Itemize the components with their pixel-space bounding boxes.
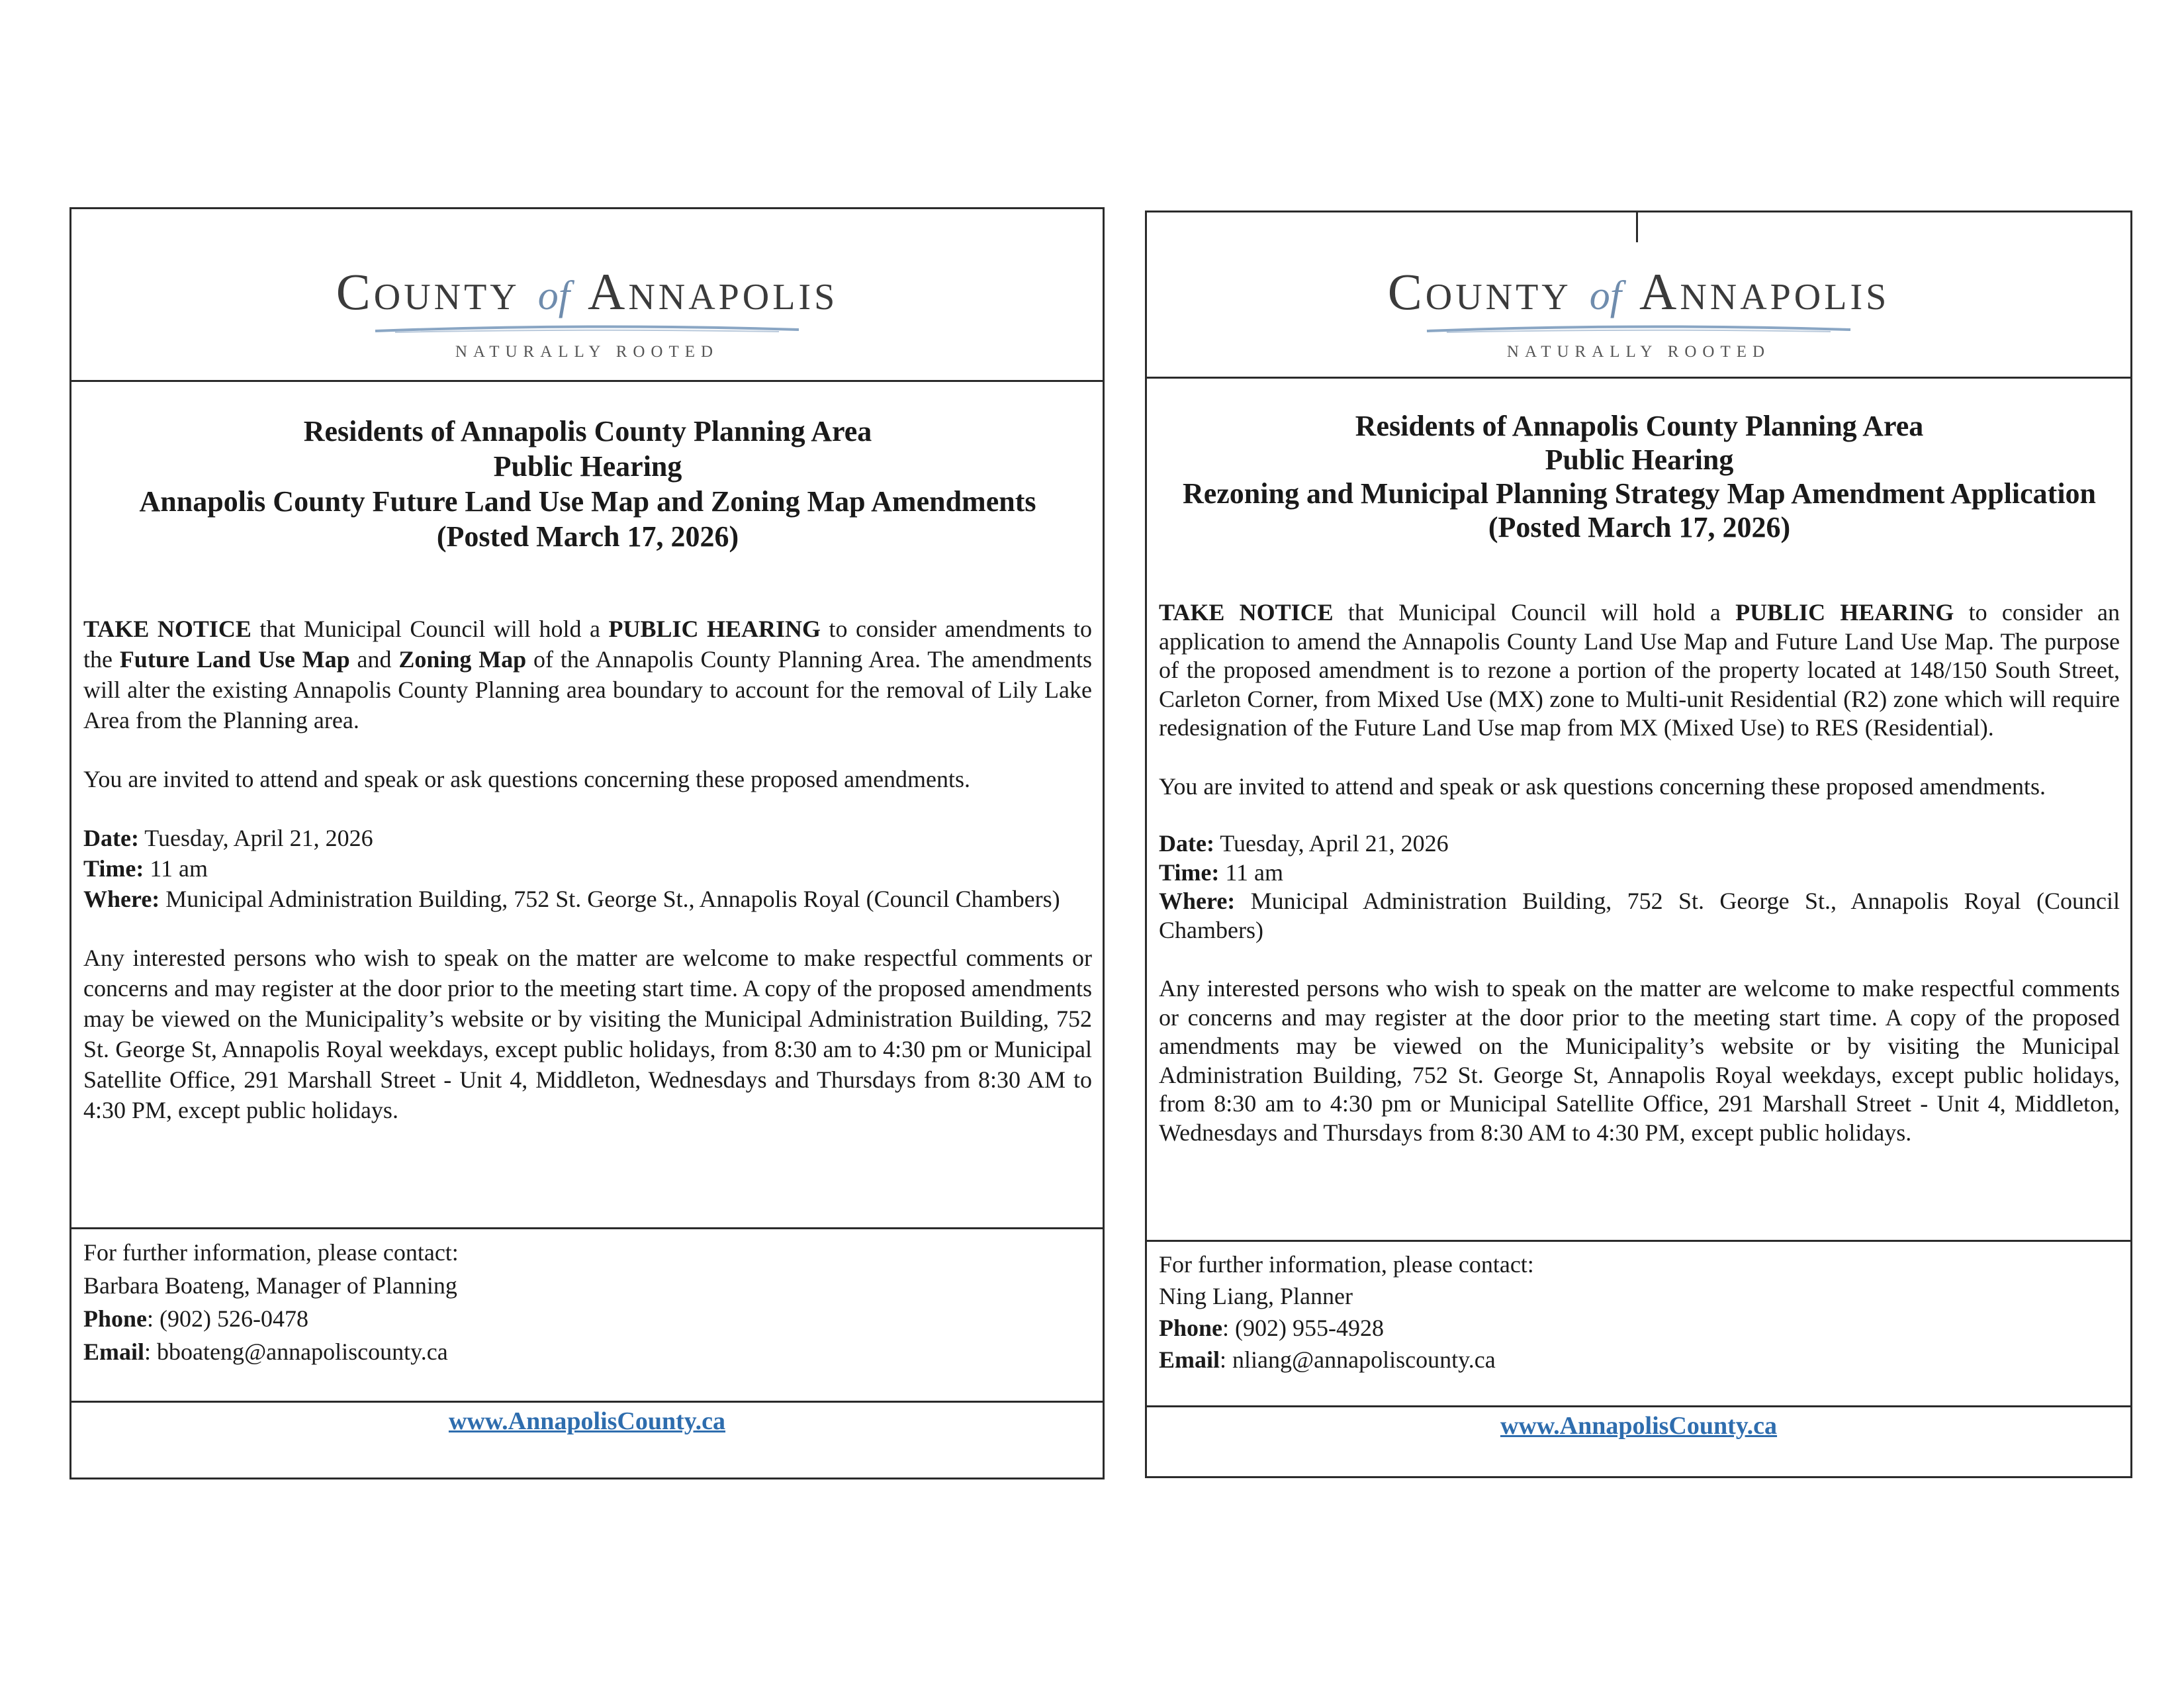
website-link[interactable]: www.AnnapolisCounty.ca bbox=[1500, 1412, 1778, 1440]
footer bbox=[1147, 1405, 2130, 1476]
top-tick-mark bbox=[1636, 211, 1638, 242]
notice-right bbox=[1145, 211, 2132, 1478]
take-notice-paragraph: TAKE NOTICE that Municipal Council will hold a PUBLIC HEARING to consider amendments to the Future Land Use Map and Zoning Map of the Annapolis County Planning Area. The amendments will alter the existing Annapolis County Planning area boundary to account for the removal of Lily Lake Area from the Planning area. bbox=[83, 616, 1093, 733]
contact-section bbox=[1147, 1240, 2130, 1405]
meeting-details bbox=[83, 823, 1092, 914]
time-line: Time: 11 am bbox=[1159, 859, 1283, 886]
contact-intro: For further information, please contact: bbox=[83, 1239, 459, 1266]
county-logo bbox=[336, 228, 839, 361]
notice-body bbox=[71, 380, 1103, 1227]
footer bbox=[71, 1401, 1103, 1477]
contact-name: Barbara Boateng, Manager of Planning bbox=[83, 1272, 457, 1299]
take-notice-paragraph: TAKE NOTICE that Municipal Council will hold a PUBLIC HEARING to consider an application to amend the Annapolis County Land Use Map and Future Land Use Map. The purpose of the proposed amendment is to rezone a portion of the property located at 148/150 South Street, Carleton Corner, from Mixed Use (MX) zone to Multi-unit Residential (R2) zone which will require redesignation of the Future Land Use map from MX (Mixed Use) to RES (Residential). bbox=[1159, 599, 2120, 741]
interested-paragraph: Any interested persons who wish to speak on the matter are welcome to make respectful comments or concerns and may register at the door prior to the meeting start time. A copy of the proposed amendments may be viewed on the Municipality’s website or by visiting the Municipal Administration Building, 752 St. George St, Annapolis Royal weekdays, except public holidays, from 8:30 am to 4:30 pm or Municipal Satellite Office, 291 Marshall Street - Unit 4, Middleton, Wednesdays and Thursdays from 8:30 AM to 4:30 PM, except public holidays. bbox=[83, 945, 1092, 1123]
logo-swash-icon bbox=[369, 322, 805, 336]
contact-intro: For further information, please contact: bbox=[1159, 1251, 1534, 1278]
where-line: Where: Municipal Administration Building, 752 St. George St., Annapolis Royal (Council Chambers) bbox=[83, 886, 1060, 912]
contact-email: Email: bboateng@annapoliscounty.ca bbox=[83, 1338, 448, 1365]
logo-header bbox=[1147, 212, 2130, 377]
logo-wordmark: COUNTY of ANNAPOLIS bbox=[1387, 263, 1890, 320]
date-line: Date: Tuesday, April 21, 2026 bbox=[83, 825, 373, 851]
logo-wordmark: COUNTY of ANNAPOLIS bbox=[336, 263, 839, 320]
contact-name: Ning Liang, Planner bbox=[1159, 1283, 1353, 1309]
contact-phone: Phone: (902) 526-0478 bbox=[83, 1305, 308, 1332]
logo-tagline: NATURALLY ROOTED bbox=[455, 343, 719, 361]
contact-email: Email: nliang@annapoliscounty.ca bbox=[1159, 1346, 1496, 1373]
invite-paragraph: You are invited to attend and speak or ask questions concerning these proposed amendments. bbox=[1159, 773, 2046, 800]
interested-paragraph: Any interested persons who wish to speak on the matter are welcome to make respectful comments or concerns and may register at the door prior to the meeting start time. A copy of the proposed amendments may be viewed on the Municipality’s website or by visiting the Municipal Administration Building, 752 St. George St, Annapolis Royal weekdays, except public holidays, from 8:30 am to 4:30 pm or Municipal Satellite Office, 291 Marshall Street - Unit 4, Middleton, Wednesdays and Thursdays from 8:30 AM to 4:30 PM, except public holidays. bbox=[1159, 975, 2120, 1146]
notice-body bbox=[1147, 377, 2130, 1240]
website-link[interactable]: www.AnnapolisCounty.ca bbox=[448, 1407, 726, 1435]
date-line: Date: Tuesday, April 21, 2026 bbox=[1159, 830, 1449, 857]
notice-title bbox=[1159, 409, 2120, 544]
title-line: (Posted March 17, 2026) bbox=[1488, 511, 1791, 543]
title-line: Residents of Annapolis County Planning Area bbox=[303, 415, 872, 447]
where-line: Where: Municipal Administration Building, 752 St. George St., Annapolis Royal (Council Chambers) bbox=[1159, 888, 2120, 943]
logo-swash-icon bbox=[1420, 322, 1857, 336]
logo-header bbox=[71, 209, 1103, 380]
contact-phone: Phone: (902) 955-4928 bbox=[1159, 1315, 1384, 1341]
county-logo bbox=[1388, 228, 1890, 361]
title-line: Rezoning and Municipal Planning Strategy Map Amendment Application bbox=[1182, 477, 2097, 510]
meeting-details bbox=[1159, 829, 2120, 945]
notice-title bbox=[83, 414, 1092, 554]
title-line: Residents of Annapolis County Planning Area bbox=[1355, 410, 1924, 442]
title-line: Public Hearing bbox=[493, 450, 682, 483]
contact-section bbox=[71, 1227, 1103, 1401]
title-line: (Posted March 17, 2026) bbox=[436, 520, 739, 553]
invite-paragraph: You are invited to attend and speak or ask questions concerning these proposed amendments. bbox=[83, 766, 971, 792]
title-line: Public Hearing bbox=[1545, 444, 1734, 476]
notice-left bbox=[69, 207, 1105, 1479]
logo-tagline: NATURALLY ROOTED bbox=[1506, 343, 1771, 361]
title-line: Annapolis County Future Land Use Map and Zoning Map Amendments bbox=[139, 485, 1036, 518]
time-line: Time: 11 am bbox=[83, 855, 208, 882]
